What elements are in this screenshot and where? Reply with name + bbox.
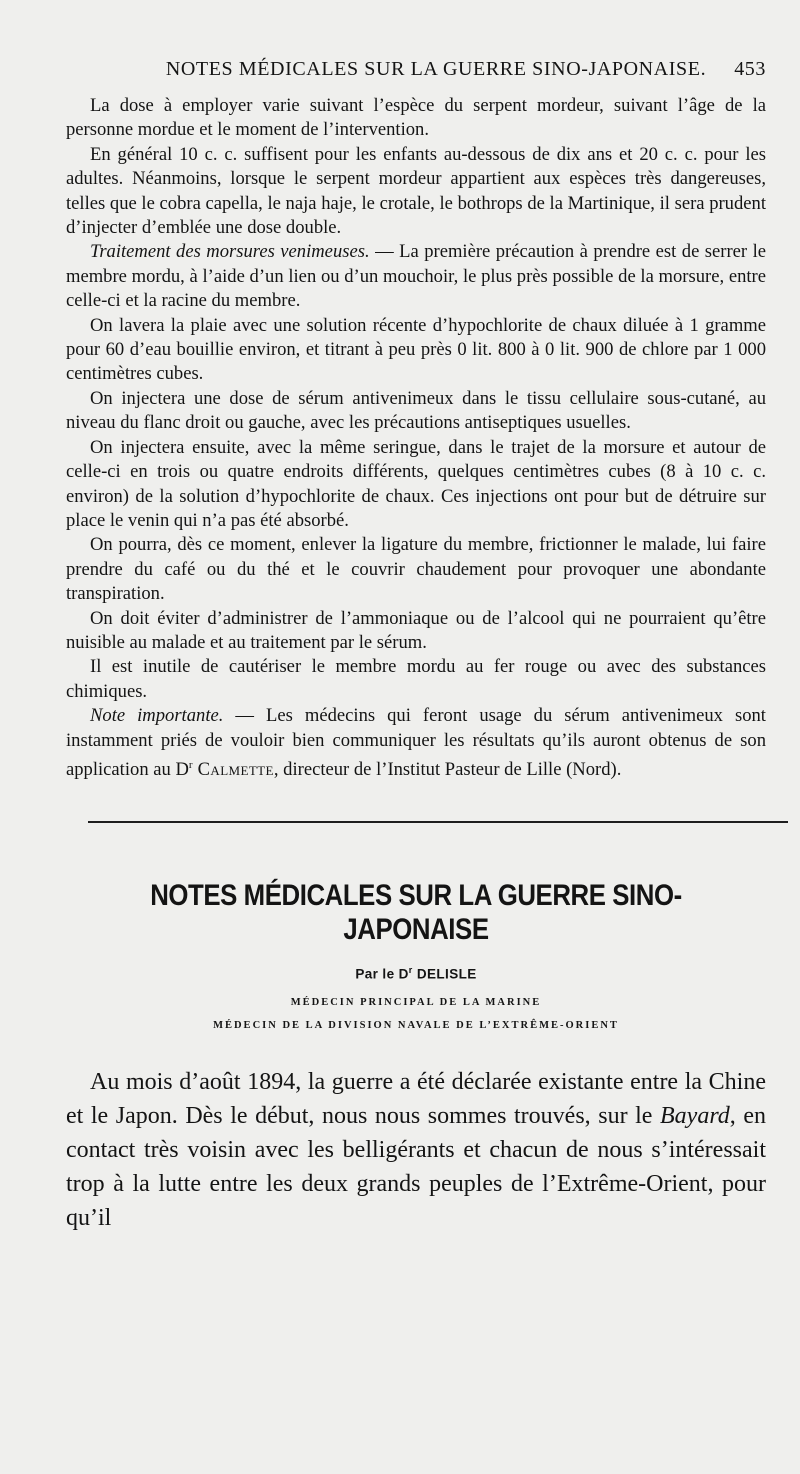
section-heading: Traitement des morsures venimeuses.	[90, 241, 370, 263]
paragraph	[66, 704, 766, 782]
paragraph-body: , en contact très voisin avec les belligérants et chacun de nous s’intéressait trop à la lutte entre les deux grands peuples de l’Extrême-Orient, pour qu’il	[66, 1103, 766, 1232]
paragraph-body: , directeur de l’Institut Pasteur de Lille (Nord).	[273, 759, 622, 781]
author-name: DELISLE	[412, 966, 477, 982]
paragraph	[66, 1065, 766, 1235]
paragraph: On pourra, dès ce moment, enlever la ligature du membre, frictionner le malade, lui faire prendre du café ou du thé et le couvrir chaudement pour provoquer une abondante transpiration.	[66, 534, 766, 605]
superscript: r	[408, 964, 413, 975]
paragraph: La dose à employer varie suivant l’espèce du serpent mordeur, suivant l’âge de la personne mordue et le moment de l’intervention.	[66, 95, 766, 141]
paragraph-body: — La première précaution à prendre est de serrer le membre mordu, à l’aide d’un lien ou d’un mouchoir, le plus près possible de la morsure, entre celle-ci et la racine du membre.	[66, 241, 766, 312]
byline	[66, 965, 766, 982]
paragraph: On doit éviter d’administrer de l’ammoniaque ou de l’alcool qui ne pourraient qu’être nuisible au malade et au traitement par le sérum.	[66, 607, 766, 653]
paragraph: On injectera une dose de sérum antivenimeux dans le tissu cellulaire sous-cutané, au niveau du flanc droit ou gauche, avec les précautions antiseptiques usuelles.	[66, 387, 766, 434]
author-affiliation: MÉDECIN DE LA DIVISION NAVALE DE L’EXTRÊME-ORIENT	[213, 1020, 619, 1032]
section-divider	[88, 821, 788, 823]
running-header	[66, 58, 766, 94]
author-affiliation: MÉDECIN PRINCIPAL DE LA MARINE	[290, 997, 542, 1009]
byline-prefix: Par le D	[355, 966, 409, 982]
paragraph: On lavera la plaie avec une solution récente d’hypochlorite de chaux diluée à 1 gramme pour 60 d’eau bouillie environ, et titrant à peu près 0 lit. 800 à 0 lit. 900 de chlore par 1 000 centimètres cubes.	[66, 314, 766, 385]
paragraph: On injectera ensuite, avec la même seringue, dans le trajet de la morsure et autour de celle-ci en trois ou quatre endroits différents, quelques centimètres cubes (8 à 10 c. c. environ) de la solution d’hypochlorite de chaux. Ces injections ont pour but de détruire sur place le venin qui n’a pas été absorbé.	[66, 436, 766, 531]
person-name: Calmette	[192, 759, 274, 781]
superscript: r	[188, 758, 193, 771]
ship-name: Bayard	[660, 1103, 730, 1130]
article-body	[66, 1065, 766, 1235]
paragraph	[66, 240, 766, 313]
page-number: 453	[734, 58, 766, 80]
paragraph: En général 10 c. c. suffisent pour les enfants au-dessous de dix ans et 20 c. c. pour les adultes. Néanmoins, lorsque le serpent mordeur appartient aux espèces très dangereuses, telles que le cobra capella, le naja haje, le crotale, le bothrops de la Martinique, il sera prudent d’injecter d’emblée une dose double.	[66, 143, 766, 239]
article-title: NOTES MÉDICALES SUR LA GUERRE SINO-JAPONAISE	[150, 878, 682, 946]
running-title: NOTES MÉDICALES SUR LA GUERRE SINO-JAPONAISE.	[165, 58, 707, 80]
paragraph: Il est inutile de cautériser le membre mordu au fer rouge ou avec des substances chimiques.	[66, 656, 766, 702]
paragraph-body: — Les médecins qui feront usage du sérum antivenimeux sont instamment priés de vouloir bien communiquer les résultats qu’ils auront obtenus de son application au D	[66, 705, 766, 781]
previous-article-text	[66, 94, 766, 783]
paragraph-body: Au mois d’août 1894, la guerre a été déclarée existante entre la Chine et le Japon. Dès le début, nous nous sommes trouvés, sur le	[66, 1069, 766, 1130]
note-heading: Note importante.	[90, 705, 224, 727]
